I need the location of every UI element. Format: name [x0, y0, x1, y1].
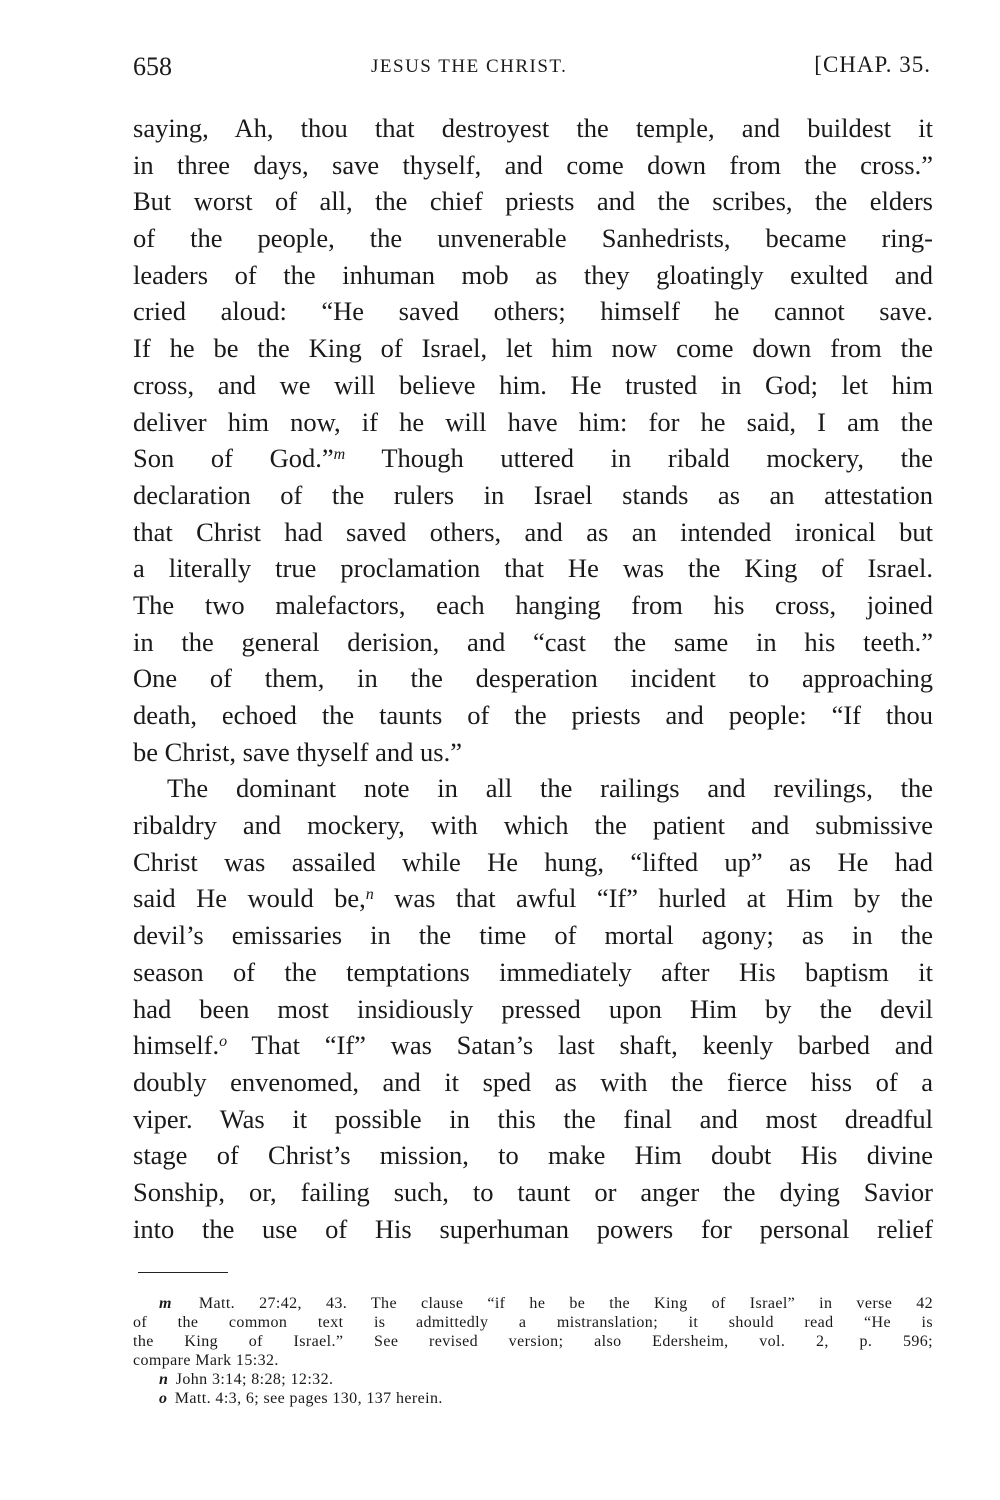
footnote-line: compare Mark 15:32.	[133, 1352, 279, 1369]
text-line: season of the temptations immediately after His baptism it	[133, 956, 933, 987]
text-segment: himself.	[133, 1030, 220, 1061]
text-line: deliver him now, if he will have him: for he said, I am the	[133, 406, 933, 437]
text-segment: Matt. 27:42, 43. The clause “if he be the King of Israel” in verse 42	[174, 1295, 933, 1312]
text-line: saying, Ah, thou that destroyest the temple, and buildest it	[133, 113, 933, 143]
text-line: doubly envenomed, and it sped as with the fierce hiss of a	[133, 1066, 933, 1097]
text-line: devil’s emissaries in the time of mortal agony; as in the	[133, 920, 933, 951]
text-segment: Though uttered in ribald mockery, the	[345, 443, 933, 474]
footnote-divider	[138, 1272, 228, 1273]
chapter-label: [CHAP. 35.	[814, 52, 931, 77]
footnote-marker-m: m	[159, 1295, 172, 1312]
running-title: JESUS THE CHRIST.	[371, 56, 568, 77]
footnote-ref-o: o	[219, 1033, 228, 1051]
footnote-line: the King of Israel.” See revised version; also Edersheim, vol. 2, p. 596;	[133, 1333, 933, 1350]
footnotes	[133, 1294, 933, 1408]
text-line: in the general derision, and “cast the same in his teeth.”	[133, 626, 933, 657]
text-line: stage of Christ’s mission, to make Him doubt His divine	[133, 1140, 933, 1171]
text-line: cried aloud: “He saved others; himself he cannot save.	[133, 296, 933, 327]
footnote-line: of the common text is admittedly a mistranslation; it should read “He is	[133, 1314, 933, 1331]
text-segment: Son of God.”	[133, 443, 334, 474]
page-number: 658	[133, 52, 172, 81]
footnote-line	[133, 1370, 933, 1389]
text-line: The two malefactors, each hanging from his cross, joined	[133, 589, 933, 620]
footnote-marker-o: o	[159, 1390, 168, 1407]
text-segment: said He would be,	[133, 883, 366, 914]
body-text	[133, 110, 933, 1247]
text-line: that Christ had saved others, and as an intended ironical but	[133, 516, 933, 547]
text-segment: was that awful “If” hurled at Him by the	[373, 883, 933, 914]
text-line: of the people, the unvenerable Sanhedrists, became ring-	[133, 223, 933, 254]
footnote-ref-m: m	[333, 446, 346, 464]
footnote-marker-n: n	[159, 1371, 169, 1388]
text-line: ribaldry and mockery, with which the patient and submissive	[133, 810, 933, 841]
footnote-ref-n: n	[365, 886, 374, 904]
footnote-line	[133, 1389, 933, 1408]
text-line	[133, 440, 933, 477]
text-line: The dominant note in all the railings and revilings, the	[167, 773, 933, 804]
text-line: be Christ, save thyself and us.”	[133, 736, 462, 767]
text-line: cross, and we will believe him. He trusted in God; let him	[133, 369, 933, 400]
text-line: Sonship, or, failing such, to taunt or anger the dying Savior	[133, 1176, 933, 1207]
text-segment: John 3:14; 8:28; 12:32.	[171, 1371, 334, 1388]
text-line: But worst of all, the chief priests and the scribes, the elders	[133, 186, 933, 217]
text-line: viper. Was it possible in this the final and most dreadful	[133, 1103, 933, 1134]
text-line: a literally true proclamation that He was the King of Israel.	[133, 553, 933, 584]
text-line: death, echoed the taunts of the priests and people: “If thou	[133, 700, 933, 730]
text-line: had been most insidiously pressed upon Him by the devil	[133, 993, 933, 1024]
text-line: in three days, save thyself, and come down from the cross.”	[133, 149, 933, 180]
text-line: into the use of His superhuman powers for personal relief	[133, 1213, 933, 1244]
text-segment: That “If” was Satan’s last shaft, keenly barbed and	[227, 1030, 933, 1061]
text-segment: Matt. 4:3, 6; see pages 130, 137 herein.	[170, 1390, 443, 1407]
text-line: declaration of the rulers in Israel stands as an attestation	[133, 479, 933, 510]
text-line: If he be the King of Israel, let him now come down from the	[133, 333, 933, 364]
footnote-line	[133, 1294, 933, 1313]
text-line: One of them, in the desperation incident to approaching	[133, 663, 933, 694]
text-line	[133, 880, 933, 917]
text-line	[133, 1027, 933, 1064]
page-header	[133, 52, 931, 92]
text-line: Christ was assailed while He hung, “lifted up” as He had	[133, 846, 933, 877]
text-line: leaders of the inhuman mob as they gloatingly exulted and	[133, 259, 933, 290]
